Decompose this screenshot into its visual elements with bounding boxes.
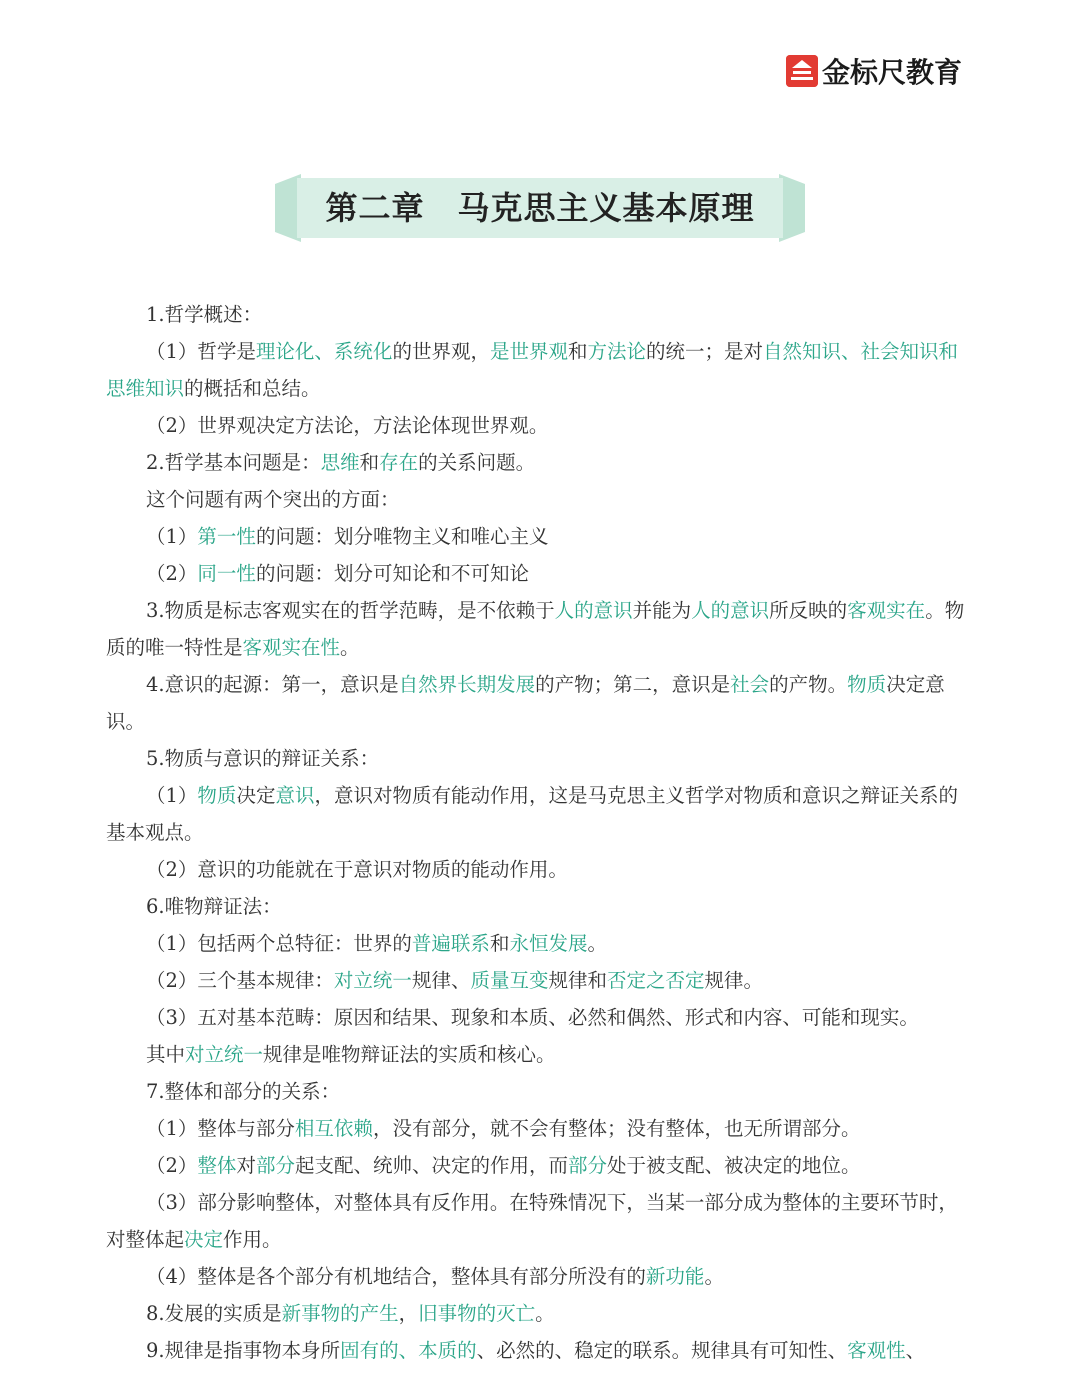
brand-logo (786, 52, 962, 90)
paragraph-p13 (106, 888, 976, 925)
text-segment: 决定意识。 (106, 673, 945, 733)
text-segment: 其中 (146, 1043, 186, 1066)
text-segment: 起支配、统帅、决定的作用，而 (294, 1154, 568, 1177)
text-segment: 这个问题有两个突出的方面： (146, 488, 400, 511)
text-segment: （3）五对基本范畴：原因和结果、现象和本质、必然和偶然、形式和内容、可能和现实。 (146, 1006, 919, 1029)
text-segment: 的产物。 (769, 673, 848, 696)
text-segment: 。 (587, 932, 607, 955)
text-segment: ，没有部分，就不会有整体；没有整体，也无所谓部分。 (372, 1117, 861, 1140)
paragraph-p6 (106, 518, 976, 555)
highlighted-term: 固有的、本质的 (340, 1339, 477, 1362)
text-segment: 的问题：划分可知论和不可知论 (255, 562, 529, 585)
text-segment: （1）哲学是 (146, 340, 256, 363)
highlighted-term: 对立统一 (333, 969, 412, 992)
text-segment: 规律、 (411, 969, 471, 992)
paragraph-p22 (106, 1258, 976, 1295)
highlighted-term: 决定 (184, 1228, 224, 1251)
paragraph-p8 (106, 592, 976, 666)
text-segment: 规律和 (548, 969, 607, 992)
highlighted-term: 部分 (567, 1154, 607, 1177)
paragraph-p4 (106, 444, 976, 481)
text-segment: （1） (146, 784, 198, 807)
highlighted-term: 客观实在性 (242, 636, 341, 659)
text-segment: 3.物质是标志客观实在的哲学范畴，是不依赖于 (146, 599, 555, 622)
text-segment: 8.发展的实质是 (146, 1302, 282, 1325)
paragraph-p3 (106, 407, 976, 444)
text-segment: （2） (146, 1154, 198, 1177)
paragraph-p16 (106, 999, 976, 1036)
text-segment: 9.规律是指事物本身所 (146, 1339, 341, 1362)
text-segment: 和 (489, 932, 510, 955)
paragraph-p17 (106, 1036, 976, 1073)
highlighted-term: 旧事物的灭亡 (418, 1302, 536, 1325)
highlighted-term: 人的意识 (691, 599, 770, 622)
text-segment: 。 (704, 1265, 724, 1288)
text-segment: （1） (146, 525, 198, 548)
paragraph-p12 (106, 851, 976, 888)
text-segment: 1.哲学概述： (146, 303, 263, 326)
text-segment: （2）三个基本规律： (146, 969, 334, 992)
text-segment: 对 (236, 1154, 256, 1177)
highlighted-term: 方法论 (587, 340, 646, 363)
text-segment: 的统一；是对 (646, 340, 764, 363)
text-segment: 。 (340, 636, 360, 659)
brand-name: 金标尺教育 (822, 56, 963, 89)
highlighted-term: 普遍联系 (411, 932, 490, 955)
text-segment: 2.哲学基本问题是： (146, 451, 321, 474)
text-segment: ， (398, 1302, 419, 1325)
highlighted-term: 物质 (197, 784, 237, 807)
text-segment: ，意识对物质有能动作用，这是马克思主义哲学对物质和意识之辩证关系的基本观点。 (106, 784, 958, 844)
highlighted-term: 同一性 (197, 562, 256, 585)
text-segment: （4）整体是各个部分有机地结合，整体具有部分所没有的 (146, 1265, 646, 1288)
paragraph-p14 (106, 925, 976, 962)
highlighted-term: 相互依赖 (294, 1117, 373, 1140)
highlighted-term: 物质 (847, 673, 887, 696)
paragraph-p10 (106, 740, 976, 777)
text-segment: 、 (905, 1339, 926, 1362)
paragraph-p21 (106, 1184, 976, 1258)
document-body (106, 296, 976, 1369)
paragraph-p9 (106, 666, 976, 740)
paragraph-p23 (106, 1295, 976, 1332)
text-segment: （2）意识的功能就在于意识对物质的能动作用。 (146, 858, 568, 881)
text-segment: 。 (535, 1302, 555, 1325)
highlighted-term: 新功能 (645, 1265, 705, 1288)
text-segment: （1）整体与部分 (146, 1117, 295, 1140)
text-segment: 处于被支配、被决定的地位。 (607, 1154, 861, 1177)
chapter-title-banner (275, 174, 805, 242)
highlighted-term: 否定之否定 (606, 969, 705, 992)
highlighted-term: 自然知识、社会知识和思维知识 (106, 340, 959, 400)
text-segment: 7.整体和部分的关系： (146, 1080, 341, 1103)
highlighted-term: 自然界长期发展 (398, 673, 536, 696)
paragraph-p11 (106, 777, 976, 851)
highlighted-term: 对立统一 (185, 1043, 264, 1066)
text-segment: 5.物质与意识的辩证关系： (146, 747, 380, 770)
highlighted-term: 社会 (730, 673, 770, 696)
text-segment: 决定 (236, 784, 276, 807)
highlighted-term: 人的意识 (554, 599, 633, 622)
text-segment: （2） (146, 562, 198, 585)
text-segment: 6.唯物辩证法： (146, 895, 282, 918)
paragraph-p18 (106, 1073, 976, 1110)
text-segment: （3）部分影响整体，对整体具有反作用。在特殊情况下，当某一部分成为整体的主要环节时，对整体起 (106, 1191, 958, 1251)
text-segment: 规律。 (704, 969, 764, 992)
text-segment: 和 (567, 340, 588, 363)
text-segment: 作用。 (223, 1228, 282, 1251)
text-segment: （2）世界观决定方法论，方法论体现世界观。 (146, 414, 549, 437)
text-segment: 的关系问题。 (418, 451, 536, 474)
text-segment: 和 (359, 451, 380, 474)
highlighted-term: 部分 (255, 1154, 295, 1177)
text-segment: 的问题：划分唯物主义和唯心主义 (255, 525, 549, 548)
text-segment: 的产物；第二，意识是 (535, 673, 731, 696)
text-segment: （1）包括两个总特征：世界的 (146, 932, 412, 955)
text-segment: 所反映的 (769, 599, 848, 622)
highlighted-term: 客观实在 (847, 599, 926, 622)
highlighted-term: 第一性 (197, 525, 256, 548)
text-segment: 规律是唯物辩证法的实质和核心。 (263, 1043, 556, 1066)
highlighted-term: 意识 (275, 784, 315, 807)
paragraph-p1 (106, 296, 976, 333)
paragraph-p24 (106, 1332, 976, 1369)
text-segment: 的世界观， (392, 340, 490, 363)
chapter-title: 第二章 马克思主义基本原理 (325, 189, 755, 227)
highlighted-term: 新事物的产生 (281, 1302, 399, 1325)
highlighted-term: 客观性 (847, 1339, 906, 1362)
text-segment: 并能为 (632, 599, 692, 622)
paragraph-p15 (106, 962, 976, 999)
paragraph-p20 (106, 1147, 976, 1184)
highlighted-term: 是世界观 (489, 340, 568, 363)
paragraph-p7 (106, 555, 976, 592)
text-segment: 的概括和总结。 (184, 377, 321, 400)
highlighted-term: 理论化、系统化 (255, 340, 393, 363)
paragraph-p5 (106, 481, 976, 518)
highlighted-term: 存在 (379, 451, 419, 474)
text-segment: 、必然的、稳定的联系。规律具有可知性、 (476, 1339, 848, 1362)
highlighted-term: 思维 (320, 451, 360, 474)
highlighted-term: 质量互变 (470, 969, 549, 992)
highlighted-term: 整体 (197, 1154, 237, 1177)
paragraph-p2 (106, 333, 976, 407)
brand-mark-icon (786, 55, 818, 87)
text-segment: 。物质的唯一特性是 (106, 599, 965, 659)
highlighted-term: 永恒发展 (509, 932, 588, 955)
paragraph-p19 (106, 1110, 976, 1147)
text-segment: 4.意识的起源：第一，意识是 (146, 673, 399, 696)
